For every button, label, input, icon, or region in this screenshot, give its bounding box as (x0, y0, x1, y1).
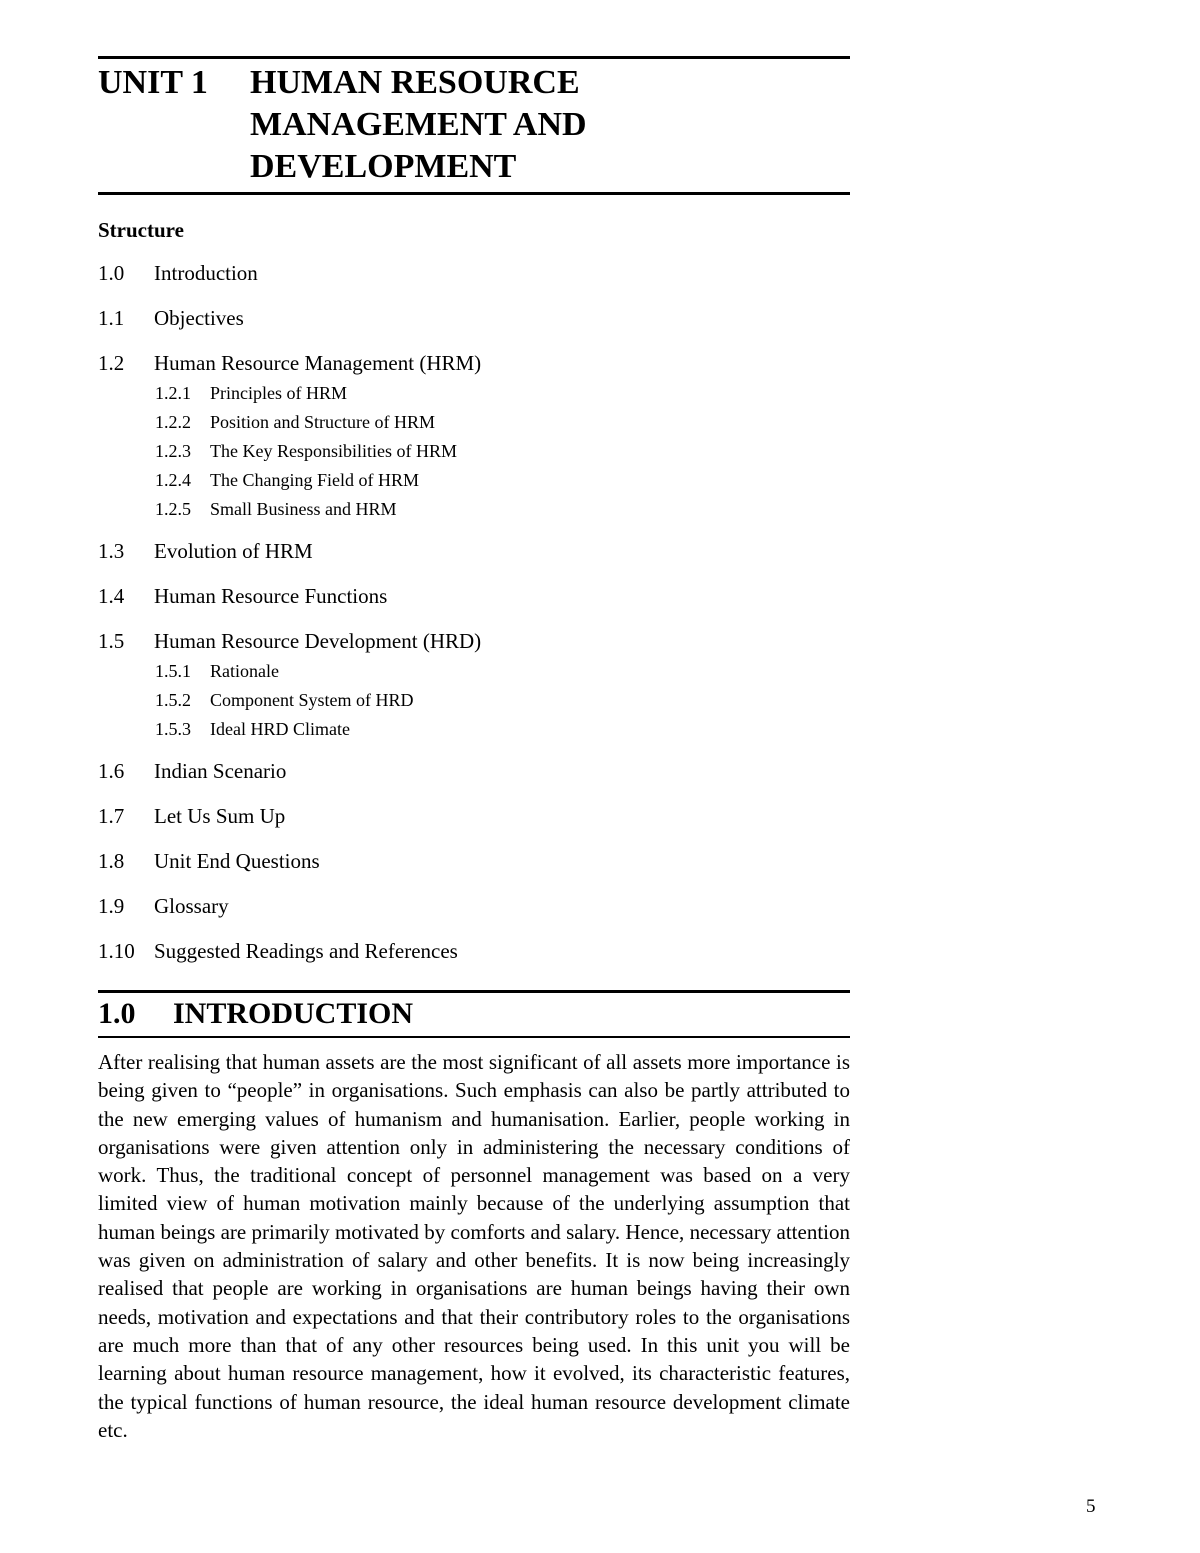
introduction-title: INTRODUCTION (173, 997, 414, 1030)
toc-item (98, 627, 850, 656)
toc-item-text: Let Us Sum Up (154, 804, 286, 828)
toc-subitem-number: 1.5.1 (155, 661, 191, 681)
toc-item-text: Introduction (154, 261, 258, 285)
toc-subitem-number: 1.2.1 (155, 383, 191, 403)
structure-heading: Structure (98, 218, 184, 242)
toc-item-text: Objectives (154, 306, 244, 330)
toc-subitem-text: The Key Responsibilities of HRM (210, 441, 457, 461)
toc-item (98, 802, 850, 831)
toc-subitem-number: 1.5.3 (155, 719, 191, 739)
toc-item-text: Indian Scenario (154, 759, 287, 783)
toc-subitem (98, 468, 850, 492)
toc-subitem-number: 1.2.4 (155, 470, 191, 490)
header-bottom-rule (98, 192, 850, 195)
toc-subitem-text: Ideal HRD Climate (210, 719, 350, 739)
introduction-number: 1.0 (98, 997, 136, 1030)
unit-title (250, 62, 587, 188)
toc-item (98, 847, 850, 876)
toc-subitem-text: Principles of HRM (210, 383, 347, 403)
toc-item-number: 1.1 (98, 306, 125, 330)
toc-item (98, 892, 850, 921)
toc-item (98, 582, 850, 611)
page-number: 5 (1086, 1496, 1096, 1517)
toc-subitem-text: Position and Structure of HRM (210, 412, 435, 432)
toc-subitem-number: 1.2.2 (155, 412, 191, 432)
toc-item (98, 304, 850, 333)
introduction-section (98, 990, 850, 1444)
toc-item-number: 1.7 (98, 804, 125, 828)
document-page (98, 56, 850, 1444)
toc-subitem-text: Small Business and HRM (210, 499, 397, 519)
toc-subitem (98, 439, 850, 463)
toc-subitem-number: 1.5.2 (155, 690, 191, 710)
unit-title-line: DEVELOPMENT (250, 148, 517, 185)
toc-item-number: 1.6 (98, 759, 125, 783)
toc-subitem-number: 1.2.3 (155, 441, 191, 461)
introduction-body: After realising that human assets are the most significant of all assets more importance is being given to “people” in organisations. Such emphasis can also be partly attributed to the new emerging values of humanism and humanisation. Earlier, people working in organisations were given attention only in administering the necessary conditions of work. Thus, the traditional concept of personnel management was based on a very limited view of human motivation mainly because of the underlying assumption that human beings are primarily motivated by comforts and salary. Hence, necessary attention was given on administration of salary and other benefits. It is now being increasingly realised that people are working in organisations are human beings having their own needs, motivation and expectations and that their contributory roles to the organisations are much more than that of any other resources being used. In this unit you will be learning about human resource management, how it evolved, its characteristic features, the typical functions of human resource, the ideal human resource development climate etc. (98, 1050, 850, 1442)
toc-item (98, 349, 850, 378)
toc-subitem-text: The Changing Field of HRM (210, 470, 419, 490)
toc-subitem-text: Component System of HRD (210, 690, 414, 710)
introduction-heading (98, 993, 850, 1036)
toc-item-number: 1.9 (98, 894, 125, 918)
unit-title-line: MANAGEMENT AND (250, 106, 587, 143)
toc-item-number: 1.0 (98, 261, 125, 285)
toc-item (98, 757, 850, 786)
toc-subitem (98, 410, 850, 434)
toc-subitem-text: Rationale (210, 661, 279, 681)
toc-item-text: Unit End Questions (154, 849, 320, 873)
toc-item-text: Human Resource Development (HRD) (154, 629, 482, 653)
toc-subitem (98, 381, 850, 405)
toc-subitem-number: 1.2.5 (155, 499, 191, 519)
unit-title-line: HUMAN RESOURCE (250, 64, 580, 101)
toc-item-number: 1.4 (98, 584, 125, 608)
toc-item-text: Suggested Readings and References (154, 939, 458, 963)
unit-header (98, 59, 850, 192)
toc-item-number: 1.5 (98, 629, 125, 653)
unit-label: UNIT 1 (98, 64, 208, 101)
toc-item-text: Human Resource Functions (154, 584, 388, 608)
table-of-contents (98, 259, 850, 966)
toc-item-text: Human Resource Management (HRM) (154, 351, 482, 375)
toc-item (98, 537, 850, 566)
toc-subitem (98, 659, 850, 683)
toc-item-text: Glossary (154, 894, 229, 918)
intro-bottom-rule (98, 1036, 850, 1038)
toc-item-number: 1.2 (98, 351, 125, 375)
toc-subitem (98, 688, 850, 712)
toc-subitem (98, 717, 850, 741)
toc-item (98, 259, 850, 288)
toc-item-number: 1.10 (98, 939, 135, 963)
toc-item-number: 1.8 (98, 849, 125, 873)
toc-item (98, 937, 850, 966)
toc-subitem (98, 497, 850, 521)
toc-item-text: Evolution of HRM (154, 539, 313, 563)
toc-item-number: 1.3 (98, 539, 125, 563)
